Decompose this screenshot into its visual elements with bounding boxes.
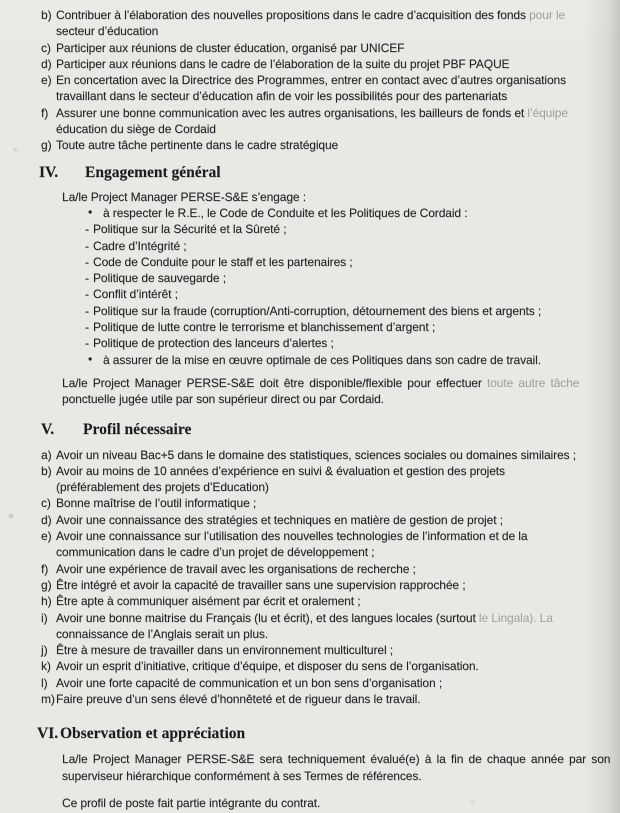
text-line: Avoir une connaissance des stratégies et techniques en matière de gestion de projet ; — [56, 512, 503, 527]
dash-icon: - — [85, 271, 89, 286]
dash-icon: - — [85, 238, 89, 253]
text-line: Avoir un niveau Bac+5 dans le domaine des statistiques, sciences sociales ou domaines similaires ; — [56, 447, 576, 462]
section-title: Profil nécessaire — [83, 420, 192, 438]
profile-item-e — [0, 528, 620, 561]
text-line: à respecter le R.E., le Code de Conduite et les Politiques de Cordaid : — [103, 205, 468, 220]
engagement-intro: La/le Project Manager PERSE-S&E s’engage : — [62, 189, 306, 204]
policy-dash-item — [0, 319, 620, 335]
text-line: Politique sur la fraude (corruption/Anti-corruption, détournement des biens et argents ; — [93, 303, 542, 318]
text-line — [62, 375, 594, 391]
faded-text: pour le — [525, 8, 566, 22]
text-line: Être apte à communiquer aisément par écrit et oralement ; — [56, 594, 361, 609]
faded-text: l’équipe — [524, 105, 568, 120]
item-marker: e) — [41, 529, 52, 544]
text-line: Conflit d’intérêt ; — [93, 287, 178, 302]
dash-icon: - — [85, 336, 89, 351]
text-line: Code de Conduite pour le staff et les partenaires ; — [93, 254, 353, 269]
text-line — [56, 105, 620, 121]
commitment-bullet-respect — [0, 205, 620, 221]
item-marker: c) — [41, 496, 51, 511]
text-line: La/le Project Manager PERSE-S&E sera techniquement évalué(e) à la fin de chaque année par son — [62, 752, 611, 767]
text-line: ponctuelle jugée utile par son supérieur direct ou par Cordaid. — [62, 392, 384, 407]
item-marker: h) — [41, 594, 52, 609]
task-item-f — [0, 105, 620, 138]
profile-item-a — [0, 447, 620, 463]
section-title: Observation et appréciation — [60, 725, 246, 743]
section-title: Engagement général — [85, 163, 221, 181]
section-number: V. — [41, 420, 55, 438]
task-item-c — [0, 40, 620, 56]
text-line: Faire preuve d’un sens élevé d’honnêteté et de rigueur dans le travail. — [56, 691, 421, 706]
text-line: Participer aux réunions de cluster éducation, organisé par UNICEF — [56, 40, 405, 55]
section-number: IV. — [39, 163, 59, 181]
task-item-b — [0, 7, 620, 40]
text-line: Avoir au moins de 10 années d’expérience en suivi & évaluation et gestion des projets — [56, 463, 505, 478]
task-item-g — [0, 137, 620, 153]
profile-item-j — [0, 642, 620, 658]
text-line: Avoir un esprit d’initiative, critique d’équipe, et disposer du sens de l’organisation. — [56, 659, 479, 674]
text-line: connaissance de l’Anglais serait un plus. — [56, 626, 269, 641]
engagement-commitments — [0, 205, 620, 368]
text-line: Politique sur la Sécurité et la Sûreté ; — [93, 222, 287, 237]
policy-dash-item — [0, 303, 620, 319]
text-line: (préférablement des projets d’Education) — [56, 480, 269, 495]
text-line — [56, 610, 620, 626]
scan-speck — [14, 148, 17, 151]
text-line: travaillant dans le secteur d’éducation afin de voir les possibilités pour des partenariats — [56, 89, 508, 104]
text-line: Avoir une expérience de travail avec les organisations de recherche ; — [56, 561, 416, 576]
text-line: Cadre d’Intégrité ; — [93, 238, 187, 253]
item-marker: j) — [41, 643, 48, 658]
profile-item-b — [0, 463, 620, 496]
text-segment: Contribuer à l’élaboration des nouvelles propositions dans le cadre d’acquisition des fonds — [56, 8, 526, 22]
engagement-paragraph — [62, 375, 594, 408]
item-marker: g) — [41, 577, 52, 592]
task-item-d — [0, 56, 620, 72]
item-marker: k) — [41, 659, 51, 674]
item-marker: b) — [41, 8, 52, 22]
item-marker: m) — [41, 691, 55, 706]
text-line: communication dans le cadre d’un projet de développement ; — [56, 545, 375, 560]
dash-icon: - — [85, 320, 89, 335]
faded-text: le Lingala). La — [475, 610, 553, 625]
scan-speck — [470, 800, 475, 803]
section-vi-heading — [0, 724, 620, 744]
task-item-e — [0, 72, 620, 105]
item-marker: i) — [41, 610, 48, 625]
item-marker: l) — [41, 675, 48, 690]
continued-task-list — [0, 7, 620, 154]
scan-speck — [9, 514, 13, 518]
text-line: Toute autre tâche pertinente dans le cadre stratégique — [56, 138, 339, 153]
text-line: Bonne maîtrise de l’outil informatique ; — [56, 496, 257, 511]
policy-dash-item — [0, 335, 620, 351]
dash-icon: - — [85, 254, 89, 269]
text-line — [56, 7, 620, 23]
profile-item-f — [0, 561, 620, 577]
policy-dash-item — [0, 238, 620, 254]
item-marker: f) — [41, 561, 49, 576]
dash-icon: - — [85, 303, 89, 318]
item-marker: g) — [41, 138, 52, 153]
profile-item-k — [0, 658, 620, 674]
profile-requirements-list — [0, 447, 620, 708]
closing-note: Ce profil de poste fait partie intégrante du contrat. — [62, 795, 321, 810]
item-marker: c) — [41, 40, 51, 55]
profile-item-i — [0, 610, 620, 643]
policy-dash-item — [0, 254, 620, 270]
bullet-icon: • — [88, 204, 93, 219]
text-line: Avoir une connaissance sur l’utilisation des nouvelles technologies de l’information et de la — [56, 529, 528, 544]
commitment-bullet-assure — [0, 352, 620, 368]
text-segment: Avoir une bonne maitrise du Français (lu et écrit), et des langues locales (surtout — [56, 610, 476, 625]
text-line: Politique de lutte contre le terrorisme et blanchissement d’argent ; — [93, 320, 436, 335]
item-marker: f) — [41, 105, 49, 120]
text-line: Politique de sauvegarde ; — [93, 271, 226, 286]
text-line: Politique de protection des lanceurs d’alertes ; — [93, 336, 334, 351]
dash-icon: - — [85, 287, 89, 302]
section-v-heading — [0, 420, 620, 440]
profile-item-l — [0, 675, 620, 691]
profile-item-m — [0, 691, 620, 707]
section-iv-heading — [0, 163, 620, 183]
text-segment: La/le Project Manager PERSE-S&E doit être disponible/flexible pour effectuer — [62, 375, 482, 390]
dash-icon: - — [85, 222, 89, 237]
policy-dash-item — [0, 221, 620, 237]
profile-item-h — [0, 593, 620, 609]
item-marker: d) — [41, 56, 52, 71]
profile-item-d — [0, 512, 620, 528]
observation-paragraph — [62, 751, 611, 784]
item-marker: d) — [41, 512, 52, 527]
text-line: Être à mesure de travailler dans un environnement multiculturel ; — [56, 643, 394, 658]
policy-dash-item — [0, 286, 620, 302]
text-line: Être intégré et avoir la capacité de travailler sans une supervision rapprochée ; — [56, 577, 466, 592]
profile-item-g — [0, 577, 620, 593]
text-line: Avoir une forte capacité de communication et un bon sens d’organisation ; — [56, 675, 443, 690]
policy-dash-item — [0, 270, 620, 286]
profile-item-c — [0, 495, 620, 511]
text-line: secteur d’éducation — [56, 24, 159, 39]
section-number: VI. — [37, 725, 59, 743]
text-line: En concertation avec la Directrice des Programmes, entrer en contact avec d’autres organisations — [56, 73, 566, 88]
text-line: superviseur hiérarchique conformément à ses Termes de références. — [62, 768, 422, 783]
item-marker: e) — [41, 73, 52, 88]
bullet-icon: • — [88, 351, 93, 366]
item-marker: b) — [41, 463, 52, 478]
text-line: Participer aux réunions dans le cadre de l’élaboration de la suite du projet PBF PAQUE — [56, 56, 510, 71]
text-segment: Assurer une bonne communication avec les autres organisations, les bailleurs de fonds et — [56, 105, 525, 120]
item-marker: a) — [41, 447, 52, 462]
text-line: à assurer de la mise en œuvre optimale de ces Politiques dans son cadre de travail. — [103, 352, 541, 367]
faded-text: toute autre tâche — [481, 375, 580, 390]
text-line: éducation du siège de Cordaid — [56, 122, 216, 137]
